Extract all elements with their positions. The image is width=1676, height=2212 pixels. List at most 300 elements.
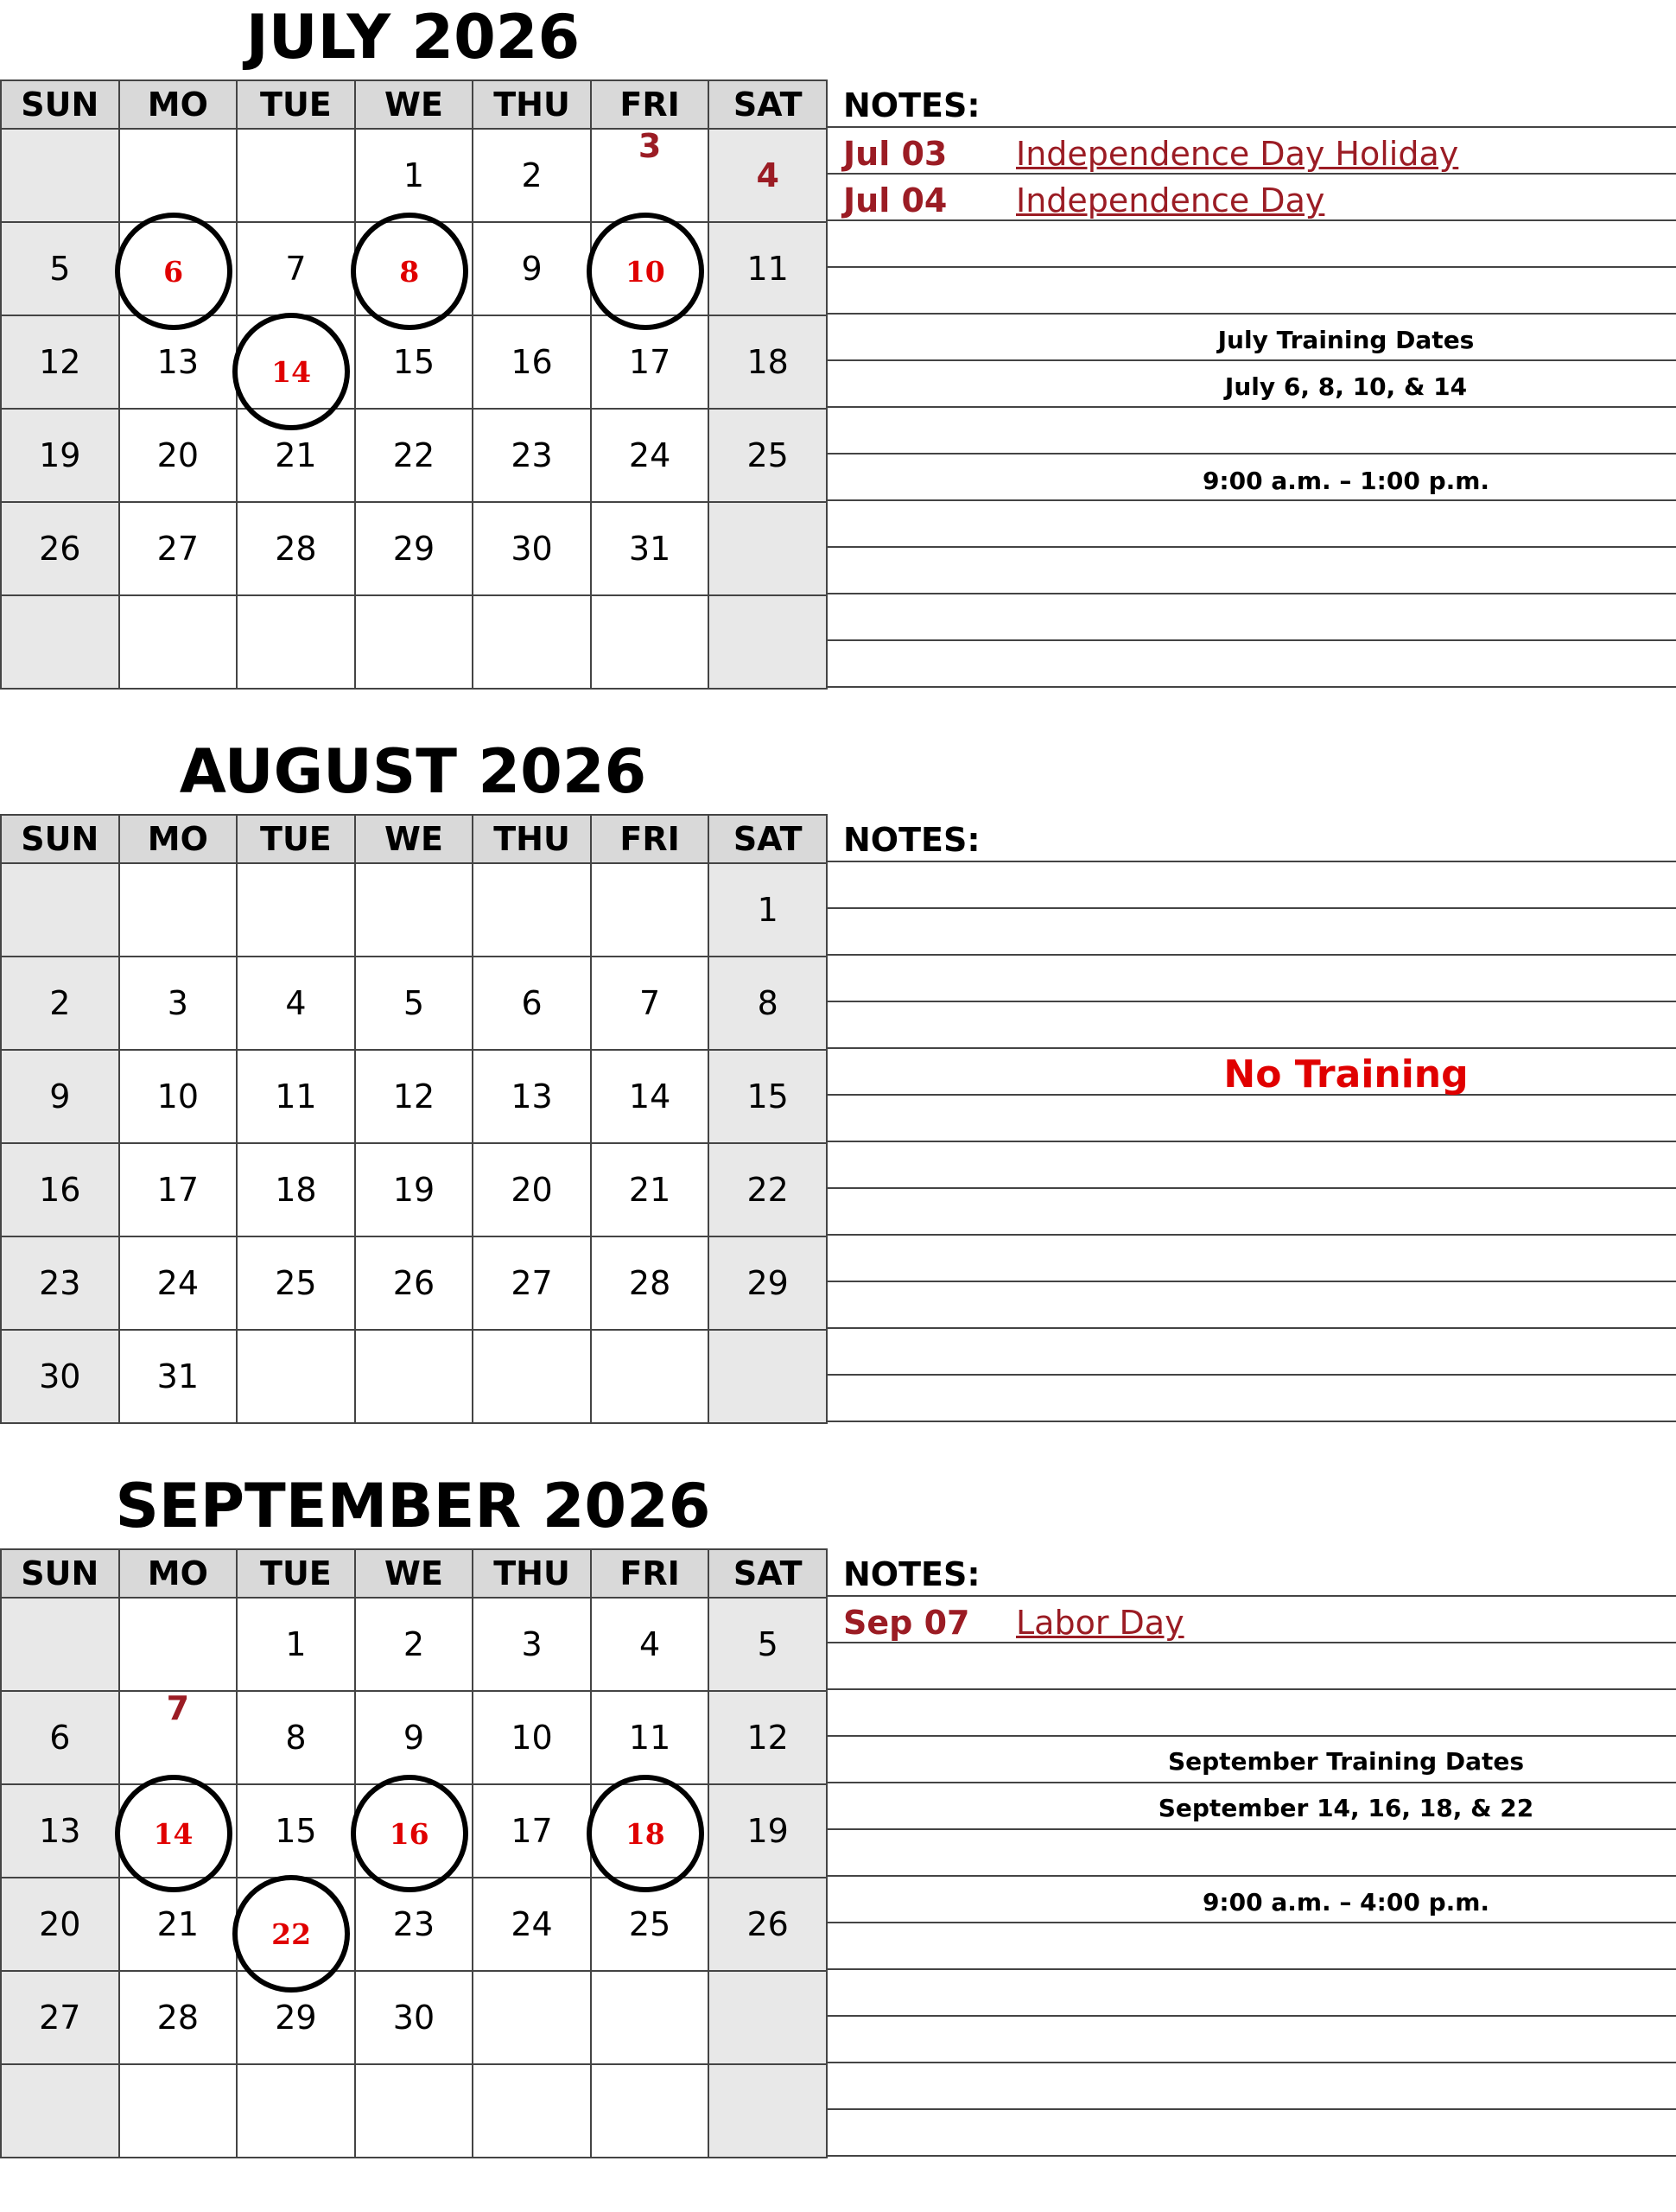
training-time: 9:00 a.m. – 4:00 p.m.: [1202, 1888, 1490, 1916]
day-cell[interactable]: [591, 1143, 709, 1236]
day-cell[interactable]: [708, 129, 827, 222]
weekday-header: THU: [473, 80, 591, 129]
day-number: 26: [392, 1264, 435, 1302]
note-line: [828, 1141, 1676, 1142]
day-number: 8: [757, 984, 778, 1022]
weekday-header: THU: [473, 1549, 591, 1598]
weekday-header: SUN: [1, 1549, 119, 1598]
week-row: [1, 502, 827, 595]
day-cell[interactable]: [237, 502, 355, 595]
empty-day-cell: [708, 2064, 827, 2158]
note-line: [828, 1047, 1676, 1049]
day-number: 12: [39, 343, 81, 381]
weekday-header: WE: [355, 1549, 473, 1598]
day-cell[interactable]: [591, 1691, 709, 1784]
day-cell[interactable]: [591, 409, 709, 502]
note-date: Jul 04: [843, 181, 948, 219]
training-day-circle: 10: [587, 213, 704, 330]
day-cell[interactable]: [237, 1143, 355, 1236]
day-cell[interactable]: [473, 315, 591, 409]
day-cell[interactable]: [1, 1236, 119, 1330]
day-number: 31: [156, 1357, 200, 1395]
empty-day-cell: [591, 863, 709, 957]
day-cell[interactable]: [355, 1784, 473, 1878]
note-date: Sep 07: [843, 1604, 970, 1642]
day-cell[interactable]: [237, 1878, 355, 1971]
training-title: September Training Dates: [1167, 1747, 1525, 1776]
day-number: 21: [275, 436, 317, 474]
day-cell[interactable]: [1, 1971, 119, 2064]
day-cell[interactable]: [237, 1598, 355, 1691]
day-cell[interactable]: [708, 1878, 827, 1971]
note-line: [828, 359, 1676, 361]
day-number: 21: [628, 1171, 671, 1209]
weekday-header: SAT: [708, 815, 827, 863]
week-row: [1, 222, 827, 315]
day-cell[interactable]: [237, 315, 355, 409]
empty-day-cell: [473, 1330, 591, 1423]
day-number: 29: [275, 1999, 317, 2037]
day-number: 3: [167, 984, 188, 1022]
week-row: [1, 1784, 827, 1878]
day-cell[interactable]: [355, 222, 473, 315]
month-title-september: SEPTEMBER 2026: [115, 1471, 711, 1541]
day-cell[interactable]: [119, 1050, 238, 1143]
day-cell[interactable]: [1, 1330, 119, 1423]
holiday-day-number: 3: [638, 127, 662, 165]
day-number: 13: [511, 1077, 553, 1116]
day-number: 23: [511, 436, 553, 474]
day-cell[interactable]: [591, 1784, 709, 1878]
empty-day-cell: [119, 595, 238, 689]
day-cell[interactable]: [237, 1691, 355, 1784]
week-row: [1, 957, 827, 1050]
training-day-circle: 8: [351, 213, 468, 330]
day-cell[interactable]: [1, 1050, 119, 1143]
day-cell[interactable]: [237, 1236, 355, 1330]
day-number: 28: [156, 1999, 200, 2037]
note-line: [828, 546, 1676, 548]
day-number: 17: [628, 343, 671, 381]
day-number: 12: [746, 1719, 789, 1757]
day-number: 11: [275, 1077, 317, 1116]
notes-label-july: NOTES:: [843, 86, 981, 124]
empty-day-cell: [355, 2064, 473, 2158]
calendar-august: [0, 814, 828, 1424]
empty-day-cell: [1, 863, 119, 957]
day-number: 27: [511, 1264, 553, 1302]
day-number: 5: [757, 1625, 778, 1663]
day-number: 20: [39, 1905, 81, 1943]
day-number: 30: [511, 530, 553, 568]
day-cell[interactable]: [355, 315, 473, 409]
day-number: 9: [403, 1719, 425, 1757]
day-number: 20: [156, 436, 200, 474]
empty-day-cell: [237, 595, 355, 689]
note-row: [843, 131, 1676, 176]
day-cell[interactable]: [591, 1878, 709, 1971]
note-line: [828, 1187, 1676, 1189]
empty-day-cell: [237, 2064, 355, 2158]
day-cell[interactable]: [119, 409, 238, 502]
day-number: 17: [511, 1812, 553, 1850]
empty-day-cell: [237, 1330, 355, 1423]
day-cell[interactable]: [473, 1598, 591, 1691]
weekday-header: FRI: [591, 815, 709, 863]
day-cell[interactable]: [119, 1143, 238, 1236]
day-cell[interactable]: [1, 1784, 119, 1878]
day-number: 7: [639, 984, 661, 1022]
empty-day-cell: [473, 863, 591, 957]
empty-day-cell: [591, 2064, 709, 2158]
note-line: [828, 1968, 1676, 1970]
week-row: [1, 409, 827, 502]
day-cell[interactable]: [119, 957, 238, 1050]
training-dates: July 6, 8, 10, & 14: [1224, 372, 1468, 401]
empty-day-cell: [119, 863, 238, 957]
month-title-july: JULY 2026: [245, 2, 581, 73]
week-row: [1, 595, 827, 689]
note-line: [828, 1327, 1676, 1329]
note-line: [828, 1595, 1676, 1597]
day-number: 4: [639, 1625, 661, 1663]
day-cell[interactable]: [708, 222, 827, 315]
day-cell[interactable]: [473, 1050, 591, 1143]
day-number: 29: [392, 530, 435, 568]
note-line: [828, 1828, 1676, 1830]
day-number: 21: [156, 1905, 200, 1943]
day-cell[interactable]: [591, 1598, 709, 1691]
notes-label-september: NOTES:: [843, 1555, 981, 1593]
day-cell[interactable]: [119, 1236, 238, 1330]
day-cell[interactable]: [119, 1878, 238, 1971]
day-number: 25: [628, 1905, 671, 1943]
empty-day-cell: [237, 863, 355, 957]
day-cell[interactable]: [237, 1784, 355, 1878]
day-number: 8: [285, 1719, 307, 1757]
note-line: [828, 1782, 1676, 1783]
empty-day-cell: [708, 502, 827, 595]
note-line: [828, 1001, 1676, 1002]
day-number: 30: [392, 1999, 435, 2037]
day-cell[interactable]: [708, 1598, 827, 1691]
day-cell[interactable]: [355, 1143, 473, 1236]
day-cell[interactable]: [1, 222, 119, 315]
weekday-header: WE: [355, 80, 473, 129]
week-row: [1, 1971, 827, 2064]
day-number: 20: [511, 1171, 553, 1209]
week-row: [1, 129, 827, 222]
day-number: 31: [628, 530, 671, 568]
day-number: 13: [39, 1812, 81, 1850]
empty-day-cell: [473, 595, 591, 689]
training-title: July Training Dates: [1217, 326, 1475, 354]
week-row: [1, 1598, 827, 1691]
day-cell[interactable]: [708, 315, 827, 409]
day-number: 1: [403, 156, 425, 194]
day-number: 9: [49, 1077, 71, 1116]
day-number: 22: [746, 1171, 789, 1209]
day-cell[interactable]: [708, 863, 827, 957]
weekday-header: FRI: [591, 1549, 709, 1598]
no-training-label: No Training: [1223, 1052, 1469, 1096]
empty-day-cell: [708, 1330, 827, 1423]
day-cell[interactable]: [473, 222, 591, 315]
day-cell[interactable]: [473, 1878, 591, 1971]
day-number: 23: [39, 1264, 81, 1302]
note-row: [843, 178, 1676, 223]
day-cell[interactable]: [591, 1236, 709, 1330]
day-cell[interactable]: [1, 1691, 119, 1784]
weekday-header: THU: [473, 815, 591, 863]
day-number: 19: [39, 436, 81, 474]
day-number: 15: [392, 343, 435, 381]
weekday-header: TUE: [237, 80, 355, 129]
day-number: 5: [403, 984, 425, 1022]
note-line: [828, 861, 1676, 862]
day-cell[interactable]: [591, 129, 709, 222]
day-number: 18: [275, 1171, 317, 1209]
day-number: 29: [746, 1264, 789, 1302]
day-number: 13: [156, 343, 200, 381]
note-line: [828, 2062, 1676, 2063]
training-dates: September 14, 16, 18, & 22: [1158, 1794, 1534, 1822]
notes-label-august: NOTES:: [843, 821, 981, 859]
day-cell[interactable]: [355, 409, 473, 502]
day-number: 15: [275, 1812, 317, 1850]
training-day-circle: 18: [587, 1775, 704, 1892]
empty-day-cell: [1, 129, 119, 222]
day-cell[interactable]: [237, 1050, 355, 1143]
holiday-day-number: 7: [166, 1689, 190, 1727]
holiday-link[interactable]: Labor Day: [1016, 1604, 1184, 1642]
empty-day-cell: [355, 595, 473, 689]
day-number: 24: [156, 1264, 200, 1302]
training-day-circle: 16: [351, 1775, 468, 1892]
training-day-circle: 22: [232, 1875, 350, 1993]
day-number: 11: [628, 1719, 671, 1757]
day-cell[interactable]: [473, 1143, 591, 1236]
empty-day-cell: [708, 1971, 827, 2064]
day-cell[interactable]: [591, 315, 709, 409]
month-title-august: AUGUST 2026: [179, 736, 647, 807]
day-cell[interactable]: [237, 222, 355, 315]
note-line: [828, 2155, 1676, 2157]
training-time: 9:00 a.m. – 1:00 p.m.: [1202, 467, 1490, 495]
note-line: [828, 499, 1676, 501]
day-cell[interactable]: [473, 1691, 591, 1784]
empty-day-cell: [1, 1598, 119, 1691]
day-cell[interactable]: [237, 409, 355, 502]
day-number: 16: [511, 343, 553, 381]
day-cell[interactable]: [708, 409, 827, 502]
calendar-september: [0, 1548, 828, 2158]
day-cell[interactable]: [355, 1971, 473, 2064]
training-day-circle: 14: [115, 1775, 232, 1892]
holiday-link[interactable]: Independence Day Holiday: [1016, 135, 1459, 173]
note-line: [828, 1875, 1676, 1877]
day-number: 17: [156, 1171, 200, 1209]
empty-day-cell: [473, 2064, 591, 2158]
note-line: [828, 1735, 1676, 1737]
day-cell[interactable]: [237, 957, 355, 1050]
note-line: [828, 126, 1676, 128]
note-line: [828, 639, 1676, 641]
empty-day-cell: [1, 2064, 119, 2158]
note-line: [828, 313, 1676, 315]
day-number: 3: [521, 1625, 543, 1663]
day-cell[interactable]: [1, 1878, 119, 1971]
day-number: 24: [511, 1905, 553, 1943]
day-cell[interactable]: [591, 1050, 709, 1143]
day-cell[interactable]: [355, 1691, 473, 1784]
empty-day-cell: [708, 595, 827, 689]
training-day-circle: 14: [232, 313, 350, 430]
day-number: 11: [746, 250, 789, 288]
note-line: [828, 907, 1676, 909]
day-cell[interactable]: [708, 1050, 827, 1143]
day-cell[interactable]: [708, 1691, 827, 1784]
day-number: 2: [521, 156, 543, 194]
note-line: [828, 2015, 1676, 2017]
note-line: [828, 453, 1676, 454]
week-row: [1, 1050, 827, 1143]
holiday-link[interactable]: Independence Day: [1016, 181, 1325, 219]
empty-day-cell: [119, 129, 238, 222]
holiday-day-number: 4: [756, 156, 779, 194]
day-cell[interactable]: [355, 1050, 473, 1143]
day-cell[interactable]: [473, 1236, 591, 1330]
day-cell[interactable]: [119, 1691, 238, 1784]
calendar-july: [0, 79, 828, 690]
week-row: [1, 1878, 827, 1971]
day-number: 2: [403, 1625, 425, 1663]
day-number: 28: [275, 530, 317, 568]
day-cell[interactable]: [473, 129, 591, 222]
day-number: 4: [285, 984, 307, 1022]
week-row: [1, 1330, 827, 1423]
day-cell[interactable]: [473, 502, 591, 595]
day-cell[interactable]: [119, 1784, 238, 1878]
weekday-header: SUN: [1, 80, 119, 129]
day-cell[interactable]: [355, 129, 473, 222]
empty-day-cell: [237, 129, 355, 222]
day-cell[interactable]: [119, 315, 238, 409]
day-cell[interactable]: [473, 409, 591, 502]
empty-day-cell: [119, 2064, 238, 2158]
day-cell[interactable]: [119, 1330, 238, 1423]
weekday-header: MO: [119, 815, 238, 863]
note-line: [828, 686, 1676, 688]
day-number: 16: [39, 1171, 81, 1209]
note-line: [828, 593, 1676, 594]
day-number: 28: [628, 1264, 671, 1302]
day-cell[interactable]: [119, 502, 238, 595]
empty-day-cell: [1, 595, 119, 689]
day-number: 1: [285, 1625, 307, 1663]
empty-day-cell: [355, 1330, 473, 1423]
empty-day-cell: [119, 1598, 238, 1691]
day-cell[interactable]: [355, 1598, 473, 1691]
weekday-header: TUE: [237, 815, 355, 863]
day-number: 30: [39, 1357, 81, 1395]
day-number: 23: [392, 1905, 435, 1943]
weekday-header: SUN: [1, 815, 119, 863]
day-cell[interactable]: [1, 409, 119, 502]
day-number: 14: [628, 1077, 671, 1116]
day-cell[interactable]: [119, 222, 238, 315]
day-cell[interactable]: [591, 502, 709, 595]
note-line: [828, 2108, 1676, 2110]
empty-day-cell: [591, 1330, 709, 1423]
empty-day-cell: [355, 863, 473, 957]
weekday-header: FRI: [591, 80, 709, 129]
day-number: 10: [156, 1077, 200, 1116]
note-line: [828, 1688, 1676, 1690]
day-number: 25: [275, 1264, 317, 1302]
weekday-header: MO: [119, 80, 238, 129]
day-number: 12: [392, 1077, 435, 1116]
day-cell[interactable]: [237, 1971, 355, 2064]
day-cell[interactable]: [355, 1236, 473, 1330]
note-line: [828, 406, 1676, 408]
day-number: 6: [49, 1719, 71, 1757]
note-date: Jul 03: [843, 135, 948, 173]
day-number: 1: [757, 891, 778, 929]
day-cell[interactable]: [1, 315, 119, 409]
day-number: 15: [746, 1077, 789, 1116]
note-line: [828, 1281, 1676, 1282]
day-number: 22: [392, 436, 435, 474]
note-line: [828, 266, 1676, 268]
empty-day-cell: [591, 595, 709, 689]
note-line: [828, 1922, 1676, 1923]
week-row: [1, 315, 827, 409]
day-cell[interactable]: [473, 957, 591, 1050]
note-row: [843, 1600, 1676, 1645]
empty-day-cell: [591, 1971, 709, 2064]
day-number: 25: [746, 436, 789, 474]
day-number: 2: [49, 984, 71, 1022]
day-cell[interactable]: [708, 1784, 827, 1878]
day-cell[interactable]: [355, 1878, 473, 1971]
day-number: 26: [746, 1905, 789, 1943]
day-cell[interactable]: [708, 1236, 827, 1330]
day-cell[interactable]: [591, 957, 709, 1050]
day-number: 9: [521, 250, 543, 288]
day-cell[interactable]: [708, 1143, 827, 1236]
day-cell[interactable]: [1, 502, 119, 595]
day-cell[interactable]: [355, 502, 473, 595]
weekday-header: SAT: [708, 1549, 827, 1598]
day-number: 19: [392, 1171, 435, 1209]
day-cell[interactable]: [119, 1971, 238, 2064]
day-cell[interactable]: [473, 1784, 591, 1878]
day-number: 27: [156, 530, 200, 568]
day-cell[interactable]: [1, 957, 119, 1050]
day-cell[interactable]: [1, 1143, 119, 1236]
day-cell[interactable]: [591, 222, 709, 315]
weekday-header: TUE: [237, 1549, 355, 1598]
week-row: [1, 1236, 827, 1330]
day-cell[interactable]: [708, 957, 827, 1050]
day-cell[interactable]: [355, 957, 473, 1050]
day-number: 6: [521, 984, 543, 1022]
weekday-header: WE: [355, 815, 473, 863]
weekday-header: MO: [119, 1549, 238, 1598]
training-day-circle: 6: [115, 213, 232, 330]
note-line: [828, 1234, 1676, 1236]
